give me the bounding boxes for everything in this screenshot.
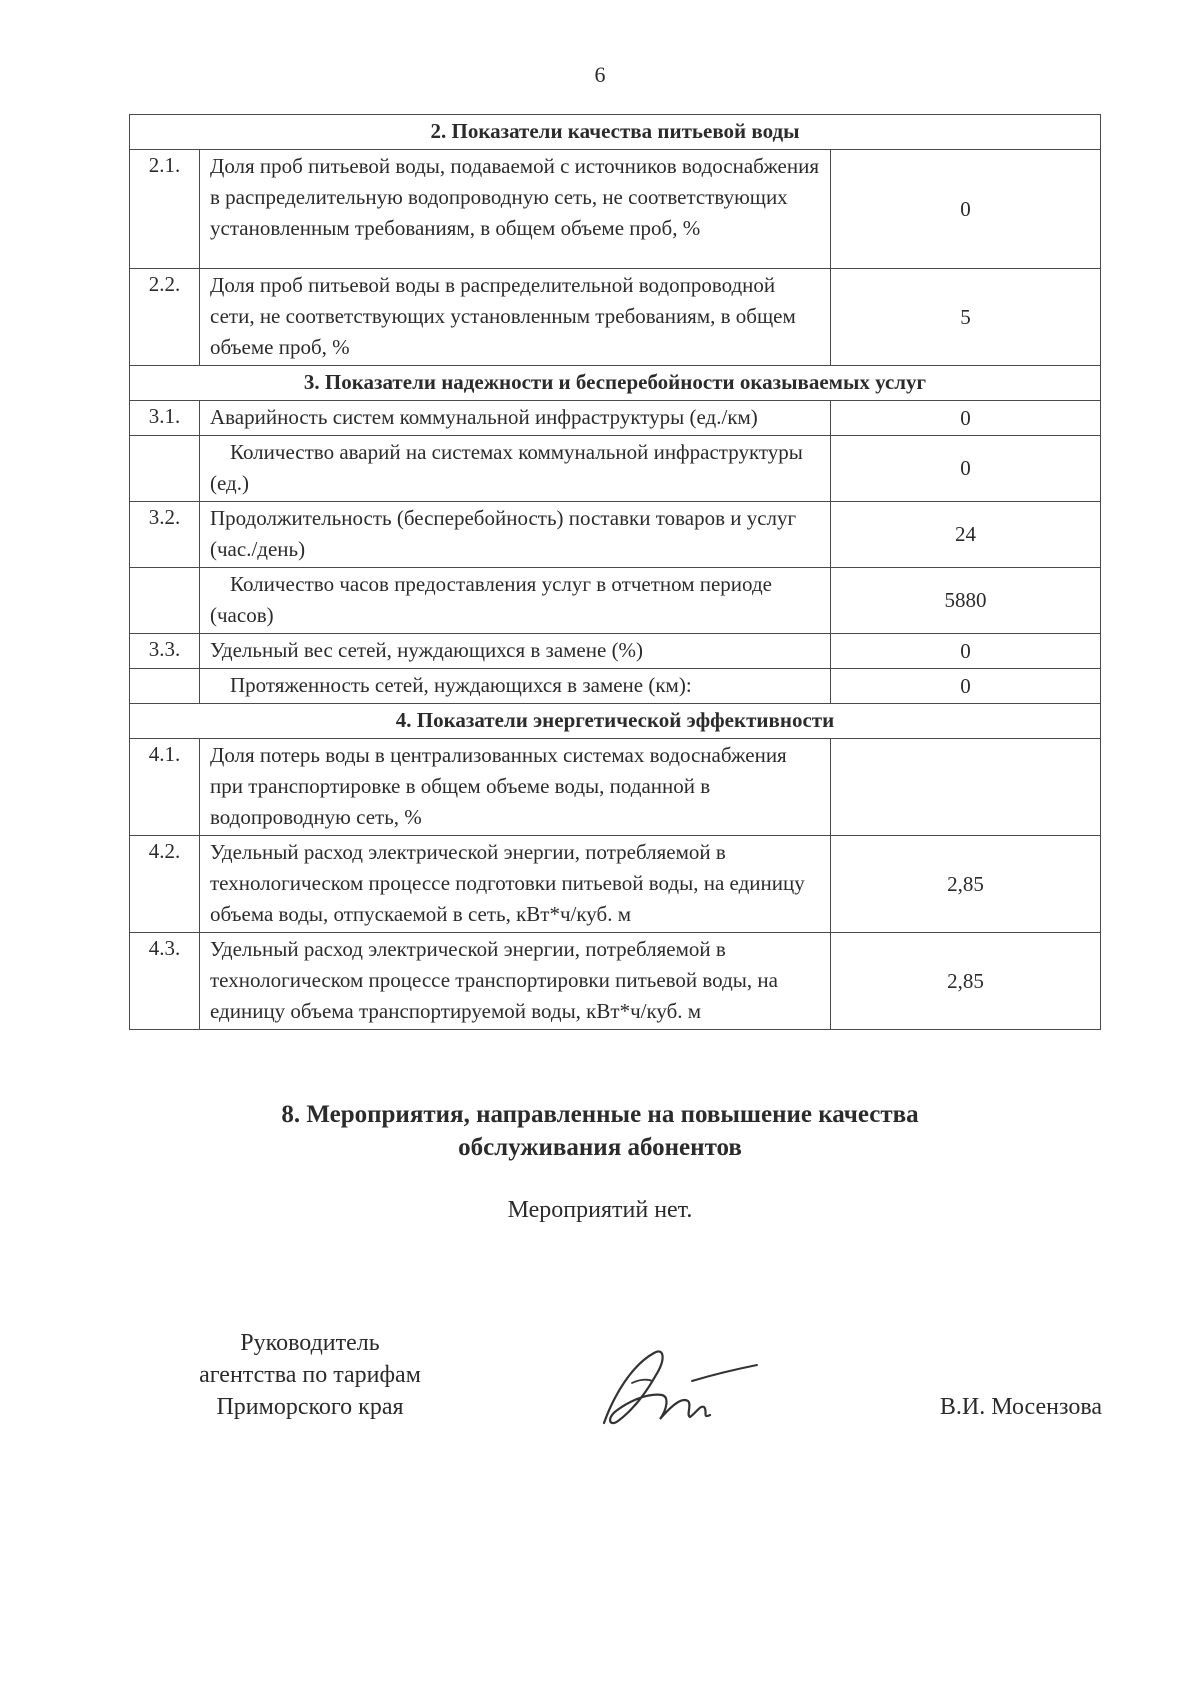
row-number: [130, 436, 200, 502]
row-value: 0: [831, 669, 1101, 704]
signer-title-line: агентства по тарифам: [199, 1362, 421, 1388]
table-row: [130, 401, 1101, 436]
row-value: 0: [831, 401, 1101, 436]
section-title: 4. Показатели энергетической эффективности: [130, 704, 1101, 739]
table-row: [130, 150, 1101, 269]
row-value: [831, 739, 1101, 836]
row-description: Доля проб питьевой воды в распределительной водопроводной сети, не соответствующих установленным требованиям, в общем объеме проб, %: [200, 269, 831, 366]
row-value: 2,85: [831, 933, 1101, 1030]
table-row: [130, 739, 1101, 836]
section-8-heading-line: 8. Мероприятия, направленные на повышение качества: [281, 1101, 919, 1128]
row-value: 2,85: [831, 836, 1101, 933]
row-number: 3.2.: [130, 502, 200, 568]
table-row: [130, 269, 1101, 366]
row-description: Протяженность сетей, нуждающихся в замене (км):: [200, 669, 831, 704]
row-value: 5880: [831, 568, 1101, 634]
indicators-table: [129, 114, 1101, 1030]
row-number: 4.2.: [130, 836, 200, 933]
row-number: [130, 669, 200, 704]
section-header-3: [130, 366, 1101, 401]
section-header-4: [130, 704, 1101, 739]
row-value: 0: [831, 634, 1101, 669]
row-number: 3.1.: [130, 401, 200, 436]
signer-title: [150, 1327, 470, 1423]
signer-title-line: Приморского края: [216, 1394, 404, 1420]
row-description: Доля потерь воды в централизованных системах водоснабжения при транспортировке в общем объеме воды, поданной в водопроводную сеть, %: [200, 739, 831, 836]
signer-name: В.И. Мосензова: [939, 1394, 1102, 1420]
table-row: [130, 634, 1101, 669]
page-number: 6: [594, 62, 606, 87]
row-description: Продолжительность (бесперебойность) поставки товаров и услуг (час./день): [200, 502, 831, 568]
section-header-2: [130, 115, 1101, 150]
row-description: Удельный расход электрической энергии, потребляемой в технологическом процессе подготовки питьевой воды, на единицу объема воды, отпускаемой в сеть, кВт*ч/куб. м: [200, 836, 831, 933]
row-description: Количество аварий на системах коммунальной инфраструктуры (ед.): [200, 436, 831, 502]
signer-title-line: Руководитель: [240, 1330, 380, 1356]
table-row: [130, 436, 1101, 502]
row-number: [130, 568, 200, 634]
row-value: 5: [831, 269, 1101, 366]
row-number: 2.2.: [130, 269, 200, 366]
table-row: [130, 568, 1101, 634]
row-value: 0: [831, 150, 1101, 269]
row-number: 4.1.: [130, 739, 200, 836]
table-row: [130, 669, 1101, 704]
measures-note: Мероприятий нет.: [507, 1197, 693, 1223]
table-row: [130, 933, 1101, 1030]
row-description: Доля проб питьевой воды, подаваемой с источников водоснабжения в распределительную водопроводную сеть, не соответствующих установленным требованиям, в общем объеме проб, %: [200, 150, 831, 269]
row-value: 0: [831, 436, 1101, 502]
section-title: 2. Показатели качества питьевой воды: [130, 115, 1101, 150]
table-row: [130, 502, 1101, 568]
section-title: 3. Показатели надежности и бесперебойности оказываемых услуг: [130, 366, 1101, 401]
section-8-heading: [0, 1098, 1200, 1164]
row-number: 3.3.: [130, 634, 200, 669]
handwritten-signature: [592, 1335, 762, 1445]
row-description: Удельный вес сетей, нуждающихся в замене (%): [200, 634, 831, 669]
row-number: 4.3.: [130, 933, 200, 1030]
row-number: 2.1.: [130, 150, 200, 269]
row-description: Аварийность систем коммунальной инфраструктуры (ед./км): [200, 401, 831, 436]
row-description: Количество часов предоставления услуг в отчетном периоде (часов): [200, 568, 831, 634]
section-8-heading-line: обслуживания абонентов: [458, 1134, 742, 1161]
table-row: [130, 836, 1101, 933]
row-description: Удельный расход электрической энергии, потребляемой в технологическом процессе транспортировки питьевой воды, на единицу объема транспортируемой воды, кВт*ч/куб. м: [200, 933, 831, 1030]
row-value: 24: [831, 502, 1101, 568]
